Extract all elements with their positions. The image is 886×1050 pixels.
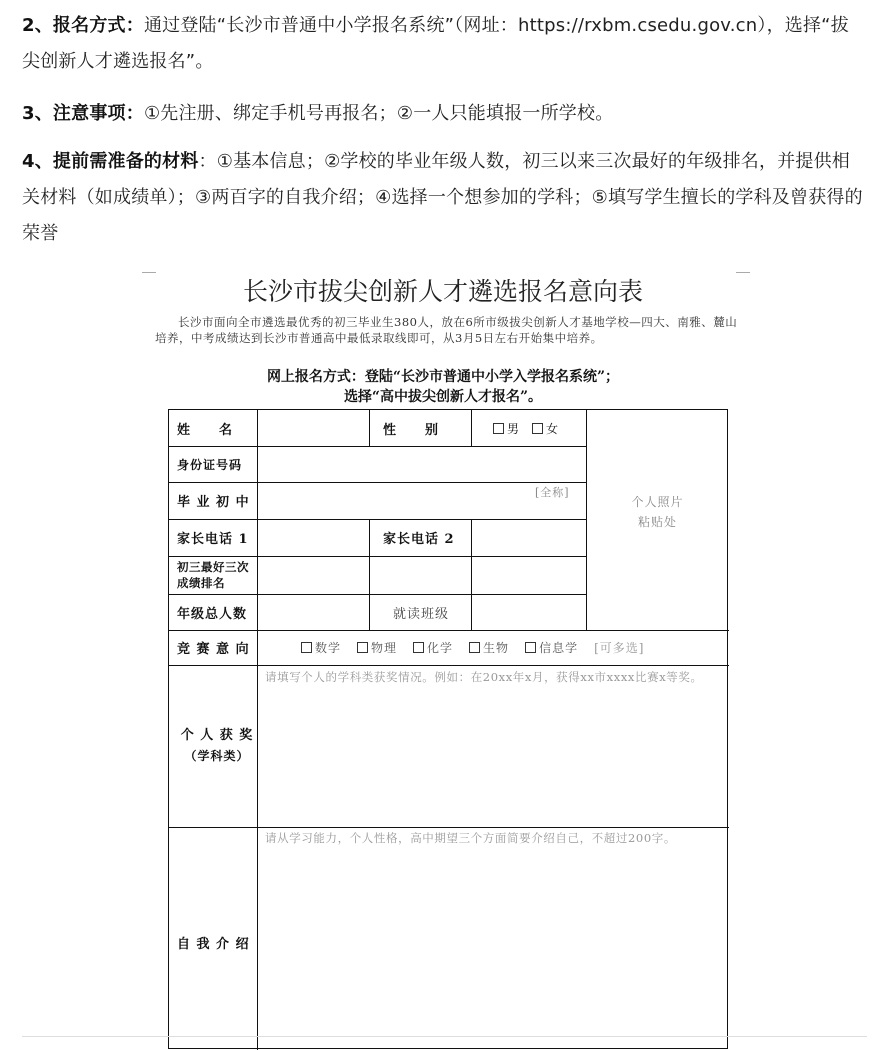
paragraph-signup-method — [22, 8, 867, 80]
checkbox-biology[interactable] — [469, 642, 480, 653]
subject-label: 生物 — [483, 641, 510, 655]
self-intro-hint: 请从学习能力，个人性格，高中期望三个方面简要介绍自己，不超过200字。 — [265, 831, 676, 845]
method-line: 网上报名方式：登陆“长沙市普通中小学入学报名系统”； — [266, 369, 620, 385]
checkbox-physics[interactable] — [357, 642, 368, 653]
rank-field[interactable] — [257, 556, 369, 594]
gender-female-label: 女 — [546, 421, 560, 436]
label-school: 毕 业 初 中 — [177, 495, 250, 510]
paragraph-heading: 4、提前需准备的材料 — [22, 151, 199, 172]
parent-phone-2-field[interactable] — [471, 519, 586, 556]
paragraph-text: ①先注册、绑定手机号再报名；②一人只能填报一所学校。 — [143, 103, 614, 124]
subject-label: 数学 — [315, 641, 342, 655]
competition-options — [301, 630, 721, 665]
photo-placeholder[interactable] — [586, 490, 729, 534]
photo-label: 粘贴处 — [637, 515, 677, 529]
label-competition: 竞 赛 意 向 — [177, 642, 250, 657]
subject-label: 信息学 — [539, 641, 579, 655]
parent-phone-1-field[interactable] — [257, 519, 369, 556]
form-signup-method — [0, 367, 886, 407]
checkbox-female[interactable] — [532, 423, 543, 434]
label-rank: 初三最好三次成绩排名 — [177, 560, 249, 590]
label-awards — [177, 665, 257, 827]
subject-label: 化学 — [427, 641, 454, 655]
col-divider — [369, 410, 370, 446]
method-line: 选择“高中拔尖创新人才报名”。 — [343, 389, 543, 405]
awards-label: 个 人 获 奖 — [180, 728, 254, 743]
label-parent-phone-1: 家长电话 1 — [177, 532, 249, 547]
school-hint: [全称] — [535, 486, 570, 499]
label-self-intro: 自 我 介 绍 — [177, 937, 250, 952]
paragraph-heading: 3、注意事项： — [22, 103, 144, 124]
form-title: 长沙市拔尖创新人才遴选报名意向表 — [242, 277, 643, 306]
paragraph-heading: 2、报名方式： — [22, 15, 144, 36]
paragraph-text: 通过登陆“长沙市普通中小学报名系统”（网址：https://rxbm.csedu.gov.cn），选择“拔尖创新人才遴选报名”。 — [22, 15, 849, 72]
checkbox-informatics[interactable] — [525, 642, 536, 653]
class-field[interactable] — [471, 594, 586, 630]
form-intro: 长沙市面向全市遴选最优秀的初三毕业生380人，放在6所市级拔尖创新人才基地学校—四大、南雅、麓山培养，中考成绩达到长沙市普通高中最低录取线即可，从3月5日左右开始集中培养。 — [155, 315, 738, 345]
awards-label: （学科类） — [184, 749, 250, 763]
page-divider — [22, 1036, 867, 1037]
gender-options — [493, 410, 583, 446]
self-intro-field[interactable] — [257, 827, 729, 1050]
label-gender: 性 别 — [383, 422, 440, 438]
label-class: 就读班级 — [392, 606, 449, 622]
label-id-number: 身份证号码 — [177, 457, 243, 472]
registration-form-table — [168, 409, 728, 1049]
checkbox-math[interactable] — [301, 642, 312, 653]
grade-total-field[interactable] — [257, 594, 369, 630]
label-grade-total: 年级总人数 — [177, 606, 248, 622]
paragraph-materials — [22, 144, 867, 252]
col-divider — [369, 519, 370, 630]
awards-field[interactable] — [257, 665, 729, 827]
paragraph-text: ：①基本信息；②学校的毕业年级人数，初三以来三次最好的年级排名，并提供相关材料（如成绩单）；③两百字的自我介绍；④选择一个想参加的学科；⑤填写学生擅长的学科及曾获得的荣誉 — [22, 151, 863, 244]
label-parent-phone-2: 家长电话 2 — [383, 532, 455, 547]
col-divider — [471, 410, 472, 446]
label-name: 姓 名 — [177, 422, 234, 438]
checkbox-chemistry[interactable] — [413, 642, 424, 653]
awards-hint: 请填写个人的学科类获奖情况。例如：在20xx年x月，获得xx市xxxx比赛x等奖。 — [265, 670, 703, 684]
multi-select-hint: [可多选] — [594, 641, 645, 655]
subject-label: 物理 — [371, 641, 398, 655]
checkbox-male[interactable] — [493, 423, 504, 434]
name-field[interactable] — [257, 410, 369, 446]
id-number-field[interactable] — [257, 446, 586, 482]
gender-male-label: 男 — [507, 421, 521, 436]
photo-label: 个人照片 — [631, 495, 684, 509]
paragraph-notes — [22, 96, 867, 132]
